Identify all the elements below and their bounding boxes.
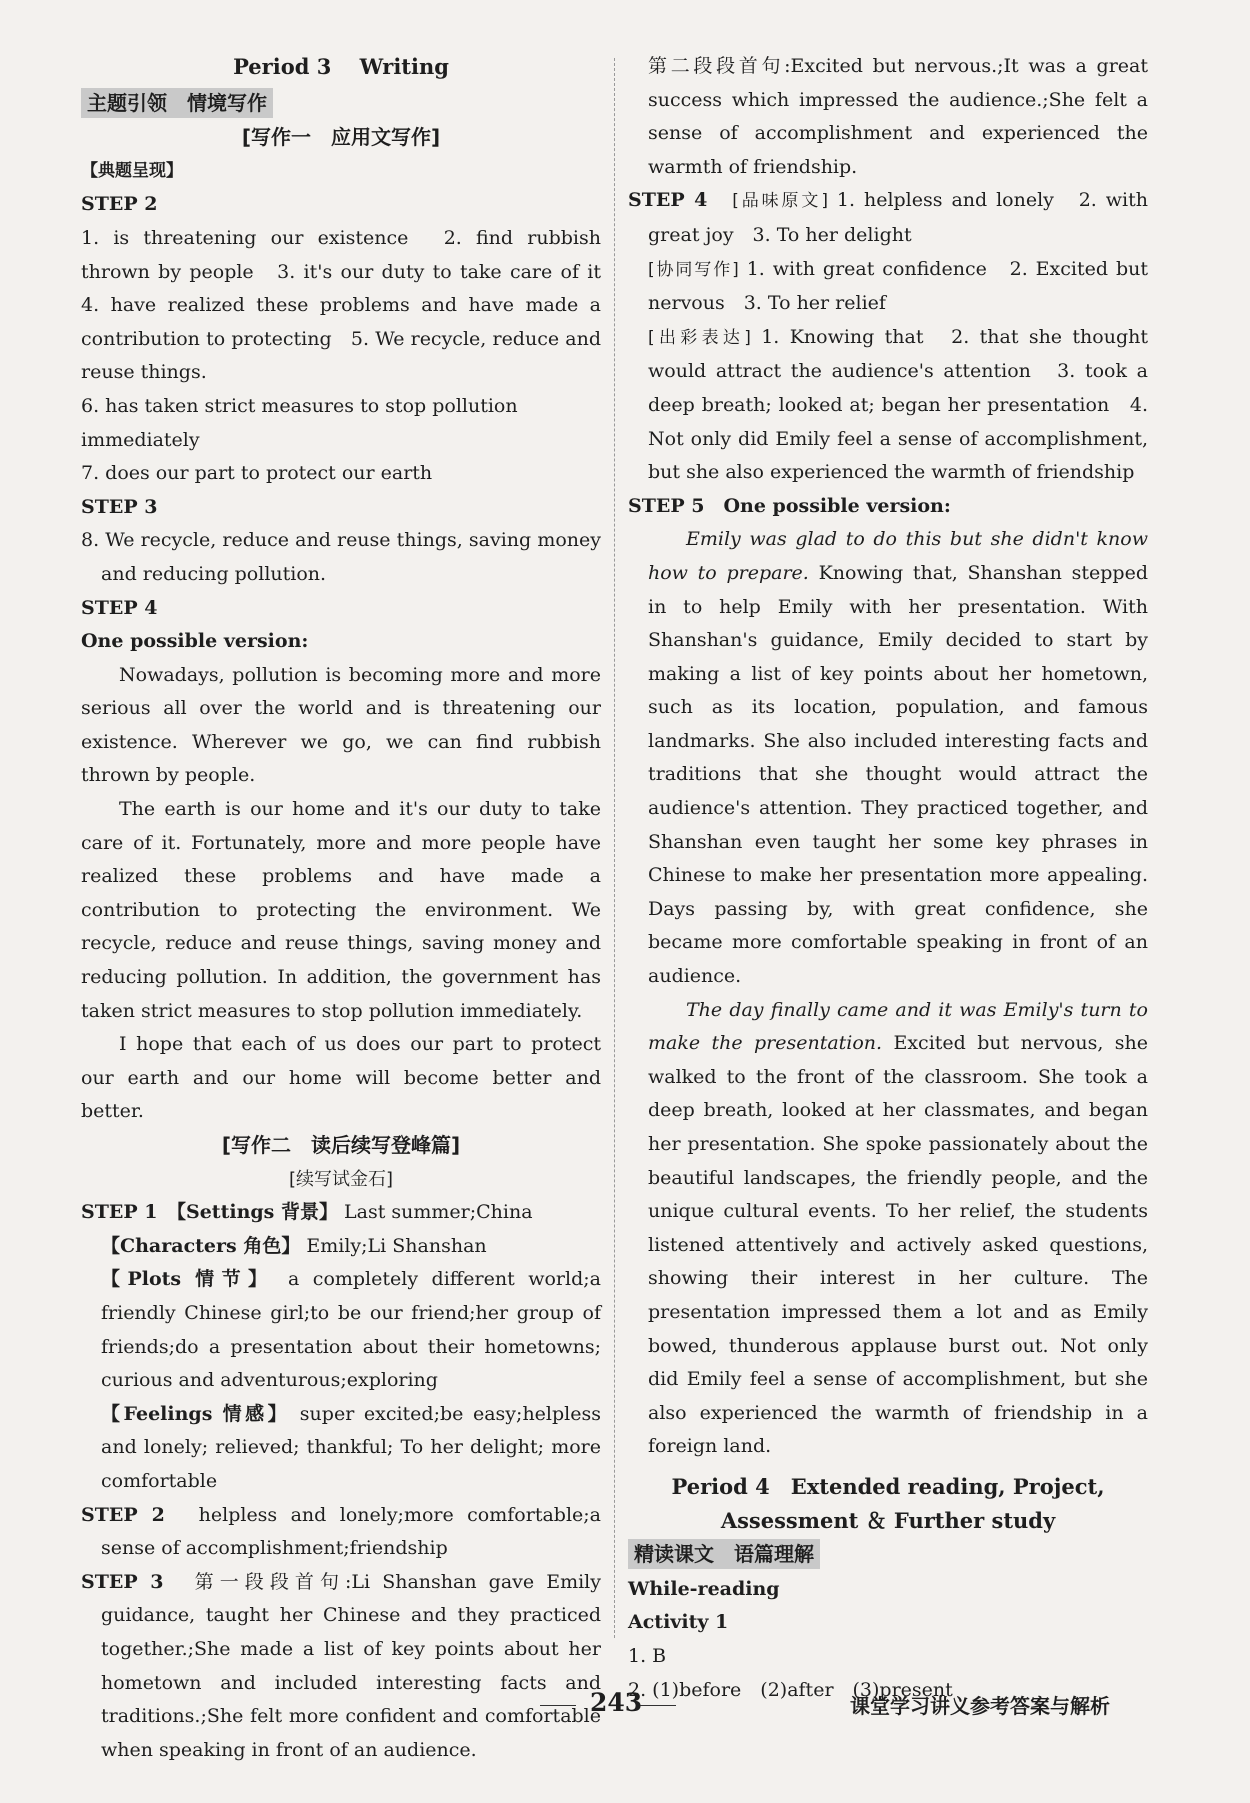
section-band-title: 主题引领 情境写作 <box>81 88 273 118</box>
right-column <box>628 50 1148 1707</box>
taste-text: 1. helpless and lonely 2. with great joy 3. To her delight <box>648 189 1148 246</box>
settings-label: 【Settings 背景】 <box>176 1201 338 1224</box>
step2-line: 6. has taken strict measures to stop pollution immediately <box>81 394 518 451</box>
essay-paragraph: The earth is our home and it's our duty to take care of it. Fortunately, more and more people have realized these problems and have made a contribution to protecting the environment. We recycle, reduce and reuse things, saving money and reducing pollution. In addition, the government has taken strict measures to stop pollution immediately. <box>81 798 601 1022</box>
step2-line: 1. is threatening our existence 2. find rubbish thrown by people 3. it's our duty to take care of it 4. have realized these problems and have made a contribution to protecting 5. We recycle, reduce and reuse things. <box>81 226 621 384</box>
answer-line: 1. B <box>628 1644 667 1667</box>
characters-text: Emily;Li Shanshan <box>300 1234 487 1257</box>
period-title: Period 3 Writing <box>233 54 449 79</box>
step2-line: 7. does our part to protect our earth <box>81 462 433 485</box>
story-p1-lead: Emily was glad to do this but she didn't know how to prepare. <box>648 528 1148 584</box>
while-reading-label: While-reading <box>628 1577 780 1600</box>
settings-text: Last summer;China <box>337 1201 533 1224</box>
footer-dash-left <box>540 1705 576 1706</box>
period4-title-line2: Assessment ＆ Further study <box>720 1507 1056 1533</box>
step2-feelings-line <box>81 1499 601 1566</box>
story-p2-lead: The day finally came and it was Emily's turn to make the presentation. <box>648 998 1148 1055</box>
characters-line <box>81 1230 601 1264</box>
second-paragraph-openers: 第二段段首句:Excited but nervous.;It was a great success which impressed the audience.;She felt a sense of accomplishment and experienced the warmth of friendship. <box>648 55 1148 178</box>
page-number: 243 <box>590 1688 643 1717</box>
period4-title-line1: Period 4 Extended reading, Project, <box>671 1473 1105 1499</box>
step2-label: STEP 2 <box>81 193 158 216</box>
feelings-label: 【Feelings 情感】 <box>101 1402 291 1425</box>
step3-first-sentences <box>81 1566 601 1768</box>
version-label-right: One possible version: <box>723 494 951 517</box>
feelings-text: super excited;be easy;helpless and lonely; relieved; thankful; To her delight; more comfortable <box>101 1402 601 1492</box>
essay-paragraph: I hope that each of us does our part to protect our earth and our home will become better and better. <box>81 1033 601 1123</box>
step1-label: STEP 1 <box>81 1201 158 1224</box>
footer-title: 课堂学习讲义参考答案与解析 <box>850 1694 1110 1718</box>
typical-label: 【典题呈现】 <box>81 160 183 181</box>
excel-text: 1. Knowing that 2. that she thought would attract the audience's attention 3. took a deep breath; looked at; began her presentation 4. Not only did Emily feel a sense of accomplishment, but she also experienced the warmth of friendship <box>648 325 1148 484</box>
step3-label: STEP 3 <box>81 495 158 518</box>
characters-label: 【Characters 角色】 <box>101 1234 301 1257</box>
essay-paragraph: Nowadays, pollution is becoming more and more serious all over the world and is threatening our existence. Wherever we go, we can find rubbish thrown by people. <box>81 663 601 787</box>
step3b-label: STEP 3 <box>81 1570 164 1593</box>
step1-settings <box>81 1196 601 1230</box>
reading-band-title: 精读课文 语篇理解 <box>628 1539 820 1569</box>
version-label: One possible version: <box>81 630 309 653</box>
step5-heading <box>628 490 1148 524</box>
answer-line: 2. (1)before (2)after (3)present <box>628 1678 953 1701</box>
story-paragraph <box>628 523 1148 993</box>
column-divider <box>614 58 615 1638</box>
plots-line <box>81 1263 601 1397</box>
collab-tag: [协同写作] <box>648 259 739 280</box>
step4b-label: STEP 4 <box>628 189 708 212</box>
step2b-text: helpless and lonely;more comfortable;a sense of accomplishment;friendship <box>101 1503 601 1560</box>
story-paragraph <box>628 994 1148 1464</box>
page-footer <box>0 1688 1250 1728</box>
writing-two-title: [写作二 读后续写登峰篇] <box>221 1133 461 1157</box>
step4-label: STEP 4 <box>81 596 158 619</box>
footer-dash-right <box>640 1705 676 1706</box>
taste-tag: [品味原文] <box>732 191 828 212</box>
plots-label: 【Plots 情节】 <box>101 1268 275 1291</box>
activity-label: Activity 1 <box>628 1611 729 1634</box>
step3-line: 8. We recycle, reduce and reuse things, saving money and reducing pollution. <box>81 529 601 585</box>
feelings-line <box>81 1398 601 1499</box>
collab-text: 1. with great confidence 2. Excited but nervous 3. To her relief <box>648 257 1149 315</box>
plots-text: a completely different world;a friendly Chinese girl;to be our friend;her group of friends;do a presentation about their hometowns; curious and adventurous;exploring <box>101 1268 601 1392</box>
step3b-text: 第一段段首句:Li Shanshan gave Emily guidance, taught her Chinese and they practiced together.;She made a list of key points about her hometown and included interesting facts and traditions.;She felt more confident and comfortable when speaking in front of an audience. <box>101 1570 601 1761</box>
step5-label: STEP 5 <box>628 494 705 517</box>
excel-line <box>628 321 1148 490</box>
story-p1-body: Knowing that, Shanshan stepped in to help Emily with her presentation. With Shanshan's guidance, Emily decided to start by making a list of key points about her hometown, such as its location, population, and famous landmarks. She also included interesting facts and traditions that she thought would attract the audience's attention. They practiced together, and Shanshan even taught her some key phrases in Chinese to make her presentation more appealing. Days passing by, with great confidence, she became more comfortable speaking in front of an audience. <box>648 561 1148 988</box>
step2b-label: STEP 2 <box>81 1503 165 1526</box>
excel-tag: [出彩表达] <box>648 327 751 348</box>
writing-two-subtitle: [续写试金石] <box>288 1168 394 1190</box>
writing-one-title: [写作一 应用文写作] <box>241 125 441 150</box>
collab-line <box>628 253 1148 321</box>
step4-taste <box>628 184 1148 252</box>
story-p2-body: Excited but nervous, she walked to the front of the classroom. She took a deep breath, looked at her classmates, and began her presentation. She spoke passionately about the beautiful landscapes, the friendly people, and the unique cultural events. To her relief, the students listened attentively and actively asked questions, showing their interest in her culture. The presentation impressed them a lot and as Emily bowed, thunderous applause burst out. Not only did Emily feel a sense of accomplishment, but she also experienced the warmth of friendship in a foreign land. <box>648 1032 1148 1458</box>
